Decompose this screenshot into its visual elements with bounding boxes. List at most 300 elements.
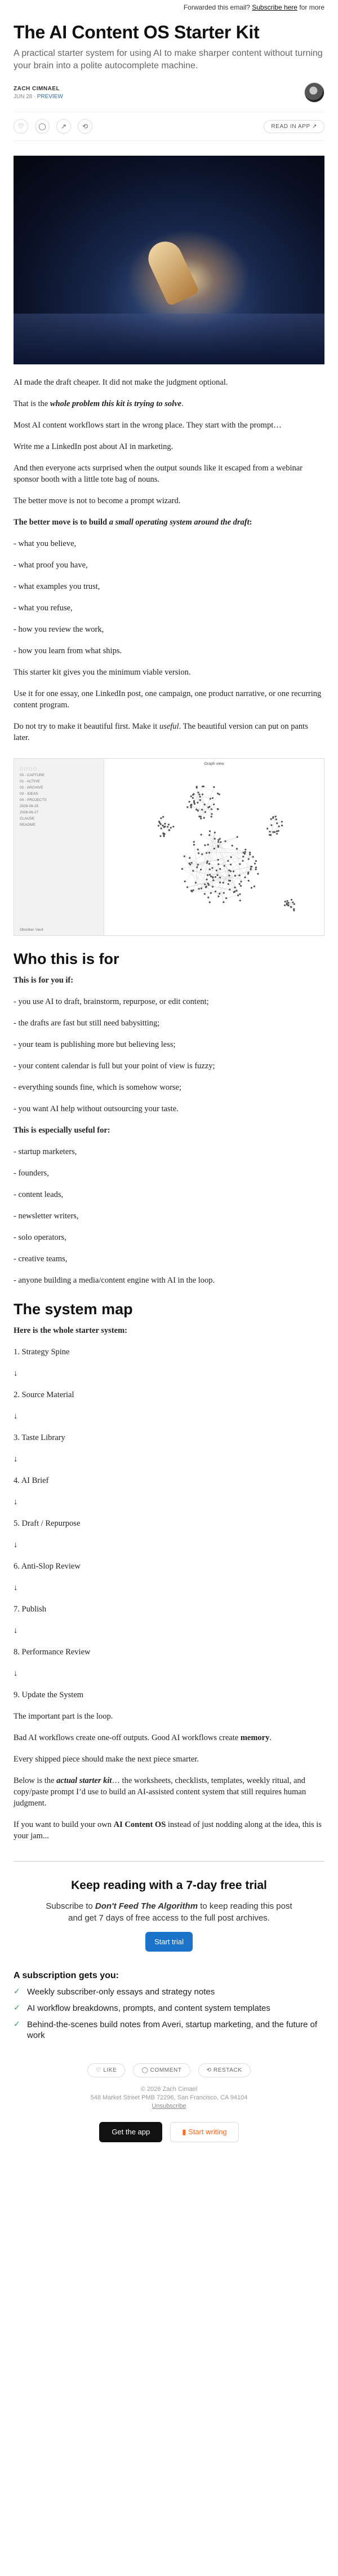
file-item: README [20,823,35,827]
file-item: 2026-06-25 [20,804,39,808]
publication-name: Don't Feed The Algorithm [95,1901,198,1911]
graph-node [199,799,201,801]
graph-node [204,883,206,885]
graph-node [217,859,219,861]
graph-node [200,818,202,820]
benefit-text: Weekly subscriber-only essays and strategy notes [27,1987,215,1997]
graph-node [214,838,216,839]
graph-node [234,891,235,892]
graph-node [228,883,229,885]
start-writing-button[interactable] [170,2122,238,2142]
paragraph: The better move is not to become a prompt wizard. [14,496,181,505]
file-item: 01 - ACTIVE [20,780,41,783]
graph-node [160,827,162,829]
graph-node [191,891,193,892]
graph-node [249,853,251,855]
graph-node [215,891,216,892]
date-separator: ∙ [34,93,35,100]
graph-node [209,869,211,870]
paragraph [14,975,324,986]
list-item: - the drafts are fast but still need babysitting; [14,1019,160,1028]
graph-node [188,801,190,803]
graph-edge [184,856,230,880]
graph-node [250,869,251,870]
graph-node [200,869,202,870]
graph-node [168,829,170,831]
like-button[interactable] [87,2063,125,2077]
benefits-heading: A subscription gets you: [14,1971,119,1980]
graph-node [211,867,213,869]
graph-node [217,846,219,848]
graph-node [242,860,243,862]
check-icon: ✓ [14,1987,20,1996]
graph-node [275,818,277,820]
graph-node [251,866,252,868]
graph-node [290,906,292,908]
graph-node [184,856,185,857]
graph-node [223,892,225,894]
graph-node [193,841,195,843]
text-span: . [269,1733,272,1742]
file-item: CLAUDE [20,817,35,821]
graph-node [292,901,293,903]
graph-node [237,836,238,838]
graph-node [210,892,212,894]
graph-node [167,826,168,827]
read-in-app-button[interactable] [264,120,324,133]
graph-node [275,816,277,817]
prompt-example: Write me a LinkedIn post about AI in marketing. [14,442,174,451]
graph-edge [237,849,242,882]
graph-node [217,792,219,794]
graph-node [192,870,194,871]
graph-node [190,795,192,797]
graph-node [281,821,283,822]
external-link-icon: ↗ [312,123,317,130]
list-item: - everything sounds fine, which is somehow worse; [14,1083,182,1092]
graph-node [210,875,212,877]
graph-node [198,888,200,890]
restack-icon[interactable]: ⟲ [78,119,92,134]
graph-node [189,864,191,865]
subscribe-link[interactable]: Subscribe here [252,3,297,11]
graph-node [239,893,241,895]
graph-node [186,806,188,808]
graph-node [230,856,232,858]
list-item: - founders, [14,1169,49,1178]
graph-node [168,824,170,825]
graph-node [217,864,219,865]
graph-edge [208,794,219,807]
graph-edge [184,856,199,889]
hero-ground [14,314,324,364]
graph-node [208,852,210,853]
benefit-item [14,2003,324,2014]
graph-node [208,834,210,836]
graph-node [254,862,256,864]
paragraph: Every shipped piece should make the next piece smarter. [14,1755,199,1764]
heart-icon[interactable]: ♡ [14,119,28,134]
file-item: 2026-06-27 [20,811,39,814]
paragraph [14,517,324,528]
graph-edge [207,857,253,861]
sidebar-toolbar: ▢ ▢ ▢ ▢ [20,767,37,771]
paragraph [14,1775,324,1809]
graph-node [206,852,207,854]
graph-node [276,830,278,832]
graph-node [254,886,255,887]
list-item: - how you learn from what ships. [14,646,122,655]
graph-node [201,853,203,855]
graph-node [201,809,203,811]
graph-node [162,816,164,818]
cta-subtitle [45,1900,293,1924]
graph-node [293,903,295,905]
graph-node [160,817,162,819]
graph-node [223,901,224,903]
graph-edge [200,797,212,798]
graph-node [257,873,259,875]
paragraph [14,1125,324,1136]
restack-button[interactable] [198,2063,251,2077]
graph-node [216,874,218,876]
graph-node [229,888,230,890]
graph-node [255,866,257,868]
list-item: - how you review the work, [14,625,104,634]
graph-node [217,841,219,843]
text-span: . The beautiful version can put on pants later. [14,722,308,742]
benefit-item [14,2019,324,2041]
graph-node [234,887,236,888]
benefit-item [14,1987,324,1997]
paragraph: The important part is the loop. [14,1712,113,1721]
system-step: 4. AI Brief [14,1476,49,1485]
graph-node [186,886,188,888]
graph-node [207,896,209,898]
list-item: - creative teams, [14,1254,68,1263]
text-span: Subscribe to [46,1901,95,1911]
unsubscribe-link[interactable]: Unsubscribe [152,2103,186,2110]
graph-node [215,876,216,878]
graph-node [249,852,251,853]
graph-node [244,851,246,853]
arrow: ↓ [14,1498,18,1507]
file-item: 00 - CAPTURE [20,773,45,777]
graph-node [200,816,202,817]
list-item: - what you refuse, [14,604,73,613]
system-step: 6. Anti-Slop Review [14,1562,81,1571]
file-item: 04 - PROJECTS [20,798,47,802]
post-title[interactable]: The AI Content OS Starter Kit [14,22,260,42]
share-icon[interactable]: ↗ [56,119,71,134]
graph-node [159,835,161,837]
graph-node [213,803,215,805]
post-date [14,94,63,100]
graph-node [184,880,186,882]
graph-node [272,817,274,818]
graph-node [217,808,219,810]
graph-node [255,860,257,862]
paragraph [14,721,324,743]
hero-image [14,156,324,364]
graph-node [203,817,205,818]
section-heading: The system map [14,1301,133,1318]
graph-node [219,838,221,840]
avatar[interactable] [304,82,324,103]
graph-node [248,880,250,882]
graph-node [162,825,164,826]
graph-node [212,877,214,878]
graph-node [239,863,241,865]
emphasis: actual starter kit [56,1776,112,1785]
graph-edge [270,825,282,831]
author-name[interactable]: ZACH CIMNAEL [14,85,60,92]
graph-node [238,874,240,876]
graph-node [207,860,208,862]
system-step: 5. Draft / Repurpose [14,1519,81,1528]
paywall-cta [14,1861,324,1952]
system-step: 1. Strategy Spine [14,1348,70,1357]
preview-label: PREVIEW [37,93,63,100]
list-item: - newsletter writers, [14,1212,79,1221]
benefits-list [14,1971,324,2041]
graph-node [291,899,292,901]
graph-node [232,845,233,847]
graph-node [162,833,164,834]
graph-node [197,791,199,793]
graph-node [190,807,192,808]
graph-node [207,844,209,846]
graph-node [247,873,249,875]
graph-node [244,877,246,878]
arrow: ↓ [14,1583,18,1592]
graph-node [286,900,288,902]
graph-node [206,879,207,880]
graph-node [237,895,239,896]
graph-node [225,897,227,899]
graph-node [212,886,214,888]
graph-node [197,849,199,851]
address: 548 Market Street PMB 72296, San Francisco, CA 94104 [90,2094,248,2101]
arrow: ↓ [14,1369,18,1378]
text-span: The better move is to build [14,518,109,527]
list-item: - startup marketers, [14,1147,77,1156]
graph-node [208,863,210,865]
graph-node [266,827,268,829]
list-item: - you use AI to draft, brainstorm, repurpose, or edit content; [14,997,209,1006]
graph-node [242,856,244,857]
emphasis: a small operating system around the draft [109,518,250,527]
list-item: - what examples you trust, [14,582,100,591]
graph-node [251,887,252,888]
get-app-button[interactable]: Get the app [99,2122,162,2142]
check-icon: ✓ [14,2020,20,2029]
graph-node [269,831,270,833]
system-step: 7. Publish [14,1605,47,1614]
graph-node [276,833,278,835]
arrow: ↓ [14,1669,18,1678]
graph-node [239,900,241,901]
graph-node [205,886,207,888]
graph-node [164,823,166,825]
graph-edge [221,837,237,842]
paragraph [14,398,324,409]
vault-name: Obsidian Vault [20,928,43,932]
graph-node [274,831,275,833]
substack-icon: ▮ [182,2128,189,2136]
graph-node [209,874,211,875]
graph-node [204,804,206,805]
graph-node [209,830,211,832]
graph-node [170,827,172,829]
system-step: 8. Performance Review [14,1648,91,1657]
footer-info [14,2085,324,2111]
paragraph [14,1732,324,1743]
graph-node [270,818,272,820]
system-step: 9. Update the System [14,1690,84,1699]
graph-node [191,862,193,864]
paragraph: And then everyone acts surprised when the output sounds like it escaped from a webinar sponsor booth with a little tote bag of nouns. [14,464,303,484]
divider [14,1861,324,1862]
list-item: - you want AI help without outsourcing your taste. [14,1104,179,1113]
graph-node [287,902,289,904]
graph-node [214,848,215,849]
graph-node [224,865,225,866]
graph-node [204,893,206,895]
graph-node [281,825,283,826]
graph-node [214,831,216,833]
graph-edge [192,863,208,885]
post-subtitle: A practical starter system for using AI to make sharper content without turning your brain into a polite autocomplete machine. [14,49,323,71]
graph-node [227,860,229,862]
obsidian-screenshot [14,758,324,936]
graph-node [160,823,162,825]
action-bar [14,112,324,141]
bold-text: memory [240,1733,270,1742]
who-section [14,950,324,1286]
graph-node [233,870,234,872]
arrow: ↓ [14,1540,18,1549]
graph-node [217,839,219,841]
graph-node [195,809,197,811]
text-span: Bad AI workflows create one-off outputs. Good AI workflows create [14,1733,241,1742]
graph-edge [202,794,204,818]
graph-node [201,834,202,835]
text-span: Do not try to make it beautiful first. Make it [14,722,159,731]
graph-node [206,862,208,864]
graph-node [189,857,190,858]
comment-icon: ◯ [141,2067,150,2073]
benefit-text: AI workflow breakdowns, prompts, and content system templates [27,2003,270,2013]
graph-node [230,864,232,865]
graph-title: Graph view [204,762,224,766]
graph-node [278,830,279,832]
comment-button[interactable] [133,2063,190,2077]
heart-icon: ♡ [96,2067,104,2073]
bold-text: This is for you if: [14,976,74,985]
byline [14,81,324,104]
graph-node [197,810,199,812]
graph-canvas [104,759,324,935]
graph-edge [189,853,207,864]
graph-edge [185,842,221,882]
read-in-app-label: READ IN APP [271,123,310,130]
bold-text: This is especially useful for: [14,1126,110,1135]
paragraph: This starter kit gives you the minimum viable version. [14,668,191,677]
graph-node [219,877,221,878]
graph-edge [197,809,212,810]
forward-suffix: for more [299,3,324,11]
graph-node [219,868,221,870]
start-trial-button[interactable]: Start trial [145,1932,193,1952]
graph-node [207,874,208,876]
graph-node [199,796,201,798]
list-item: - solo operators, [14,1233,66,1242]
graph-node [208,884,210,886]
bold-text: Here is the whole starter system: [14,1326,128,1335]
graph-node [224,840,226,842]
graph-view [104,759,324,935]
check-icon: ✓ [14,2003,20,2013]
text-span: … the worksheets, checklists, templates, weekly ritual, and copy/paste prompt I’d use to build an AI-assisted content system that still requires human judgment. [14,1776,306,1808]
graph-node [204,844,206,846]
graph-node [181,868,183,870]
arrow: ↓ [14,1626,18,1635]
graph-edge [205,787,214,812]
graph-node [240,885,242,887]
comment-icon[interactable]: ◯ [35,119,50,134]
graph-node [284,904,286,906]
file-sidebar [14,759,104,935]
graph-node [255,869,257,870]
graph-edge [209,885,230,890]
text-span: instead of just nodding along at the idea, this is your jam... [14,1820,322,1840]
system-step: 2. Source Material [14,1390,74,1399]
text-span: Below is the [14,1776,57,1785]
graph-node [287,905,289,906]
emphasis: useful [159,722,179,731]
graph-node [270,824,272,826]
graph-node [278,826,280,827]
graph-node [219,882,221,883]
graph-node [211,813,212,815]
cta-heading: Keep reading with a 7-day free trial [71,1879,267,1892]
graph-node [158,825,159,826]
graph-node [204,811,206,813]
graph-edge [192,891,224,893]
graph-node [228,879,230,881]
graph-node [164,826,166,827]
paragraph: AI made the draft cheaper. It did not make the judgment optional. [14,378,228,387]
graph-node [201,887,202,889]
emphasis: whole problem this kit is trying to solve [50,399,182,408]
graph-node [212,879,214,881]
paragraph: Use it for one essay, one LinkedIn post, one campaign, one product narrative, or one recurring content program. [14,689,322,710]
graph-node [193,793,194,795]
graph-node [270,834,272,836]
graph-node [192,797,194,799]
graph-node [213,786,215,788]
footer-actions [14,2063,324,2077]
graph-node [244,853,246,855]
arrow: ↓ [14,1455,18,1464]
graph-node [193,844,195,846]
graph-node [293,908,295,910]
system-section [14,1301,324,1842]
list-item: - what proof you have, [14,561,88,570]
text-span: : [249,518,252,527]
graph-node [216,870,217,871]
